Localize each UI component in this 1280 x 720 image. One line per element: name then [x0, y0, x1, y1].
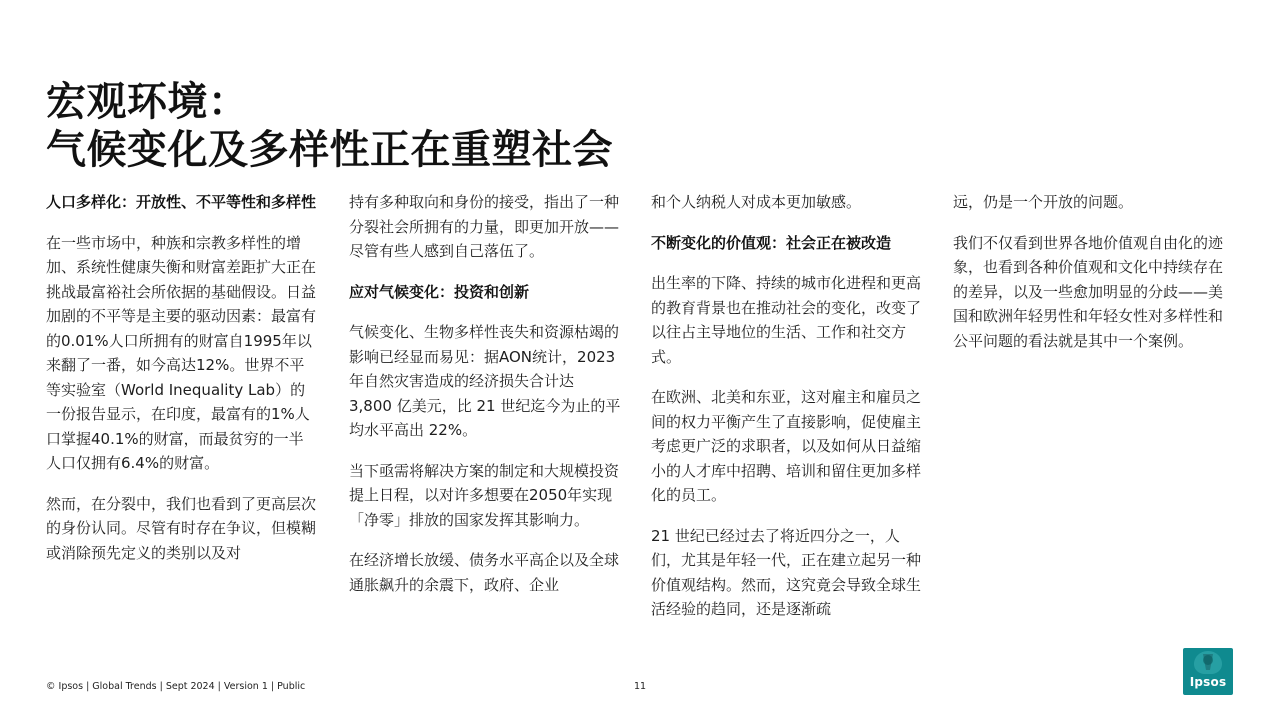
page-title: [46, 78, 613, 174]
page-number: 11: [634, 681, 647, 692]
paragraph: 出生率的下降、持续的城市化进程和更高的教育背景也在推动社会的变化，改变了以往占主导地位的生活、工作和社交方式。: [651, 274, 922, 366]
column-3: [651, 190, 923, 638]
paragraph: 然而，在分裂中，我们也看到了更高层次的身份认同。尽管有时存在争议，但模糊或消除预先定义的类别以及对: [46, 494, 317, 562]
page-title-line-1: 宏观环境：: [46, 79, 249, 125]
section-heading-climate: 应对气候变化：投资和创新: [349, 282, 530, 301]
page-title-line-2: 气候变化及多样性正在重塑社会: [46, 127, 613, 173]
paragraph: 在经济增长放缓、债务水平高企以及全球通胀飙升的余震下，政府、企业: [349, 551, 620, 594]
paragraph: 气候变化、生物多样性丧失和资源枯竭的影响已经显而易见：据AON统计，2023 年自然灾害造成的经济损失合计达 3,800 亿美元，比 21 世纪迄今为止的平均水平高出 22%。: [349, 323, 621, 439]
paragraph: 当下亟需将解决方案的制定和大规模投资提上日程，以对许多想要在2050年实现「净零」排放的国家发挥其影响力。: [349, 461, 620, 529]
paragraph: 我们不仅看到世界各地价值观自由化的迹象，也看到各种价值观和文化中持续存在的差异，以及一些愈加明显的分歧——美国和欧洲年轻男性和年轻女性对多样性和公平问题的看法就是其中一个案例。: [953, 233, 1224, 350]
ipsos-logo-text: Ipsos: [1189, 675, 1227, 689]
paragraph: 21 世纪已经过去了将近四分之一，人们，尤其是年轻一代，正在建立起另一种价值观结构。然而，这究竟会导致全球生活经验的趋同，还是逐渐疏: [651, 526, 922, 618]
column-4: [953, 190, 1225, 369]
paragraph: 在一些市场中，种族和宗教多样性的增加、系统性健康失衡和财富差距扩大正在挑战最富裕社会所依据的基础假设。日益加剧的不平等是主要的驱动因素：最富有的0.01%人口所拥有的财富自1995年以来翻了一番，如今高达12%。世界不平等实验室（World Inequality Lab）的一份报告显示，在印度，最富有的1%人口掌握40.1%的财富，而最贫穷的一半人口仅拥有6.4%的财富。: [46, 233, 317, 472]
column-1: [46, 190, 318, 581]
column-2: [349, 190, 621, 613]
ipsos-logo: [1183, 648, 1233, 695]
footer-text: © Ipsos | Global Trends | Sept 2024 | Version 1 | Public: [46, 681, 306, 692]
paragraph: 远，仍是一个开放的问题。: [953, 193, 1134, 211]
paragraph: 在欧洲、北美和东亚，这对雇主和雇员之间的权力平衡产生了直接影响，促使雇主考虑更广泛的求职者，以及如何从日益缩小的人才库中招聘、培训和留住更加多样化的员工。: [651, 388, 922, 504]
section-heading-demographics: 人口多样化：开放性、不平等性和多样性: [46, 193, 317, 211]
paragraph: 持有多种取向和身份的接受，指出了一种分裂社会所拥有的力量，即更加开放——尽管有些人感到自己落伍了。: [349, 193, 620, 260]
paragraph: 和个人纳税人对成本更加敏感。: [651, 193, 862, 211]
section-heading-values: 不断变化的价值观：社会正在被改造: [651, 233, 892, 252]
